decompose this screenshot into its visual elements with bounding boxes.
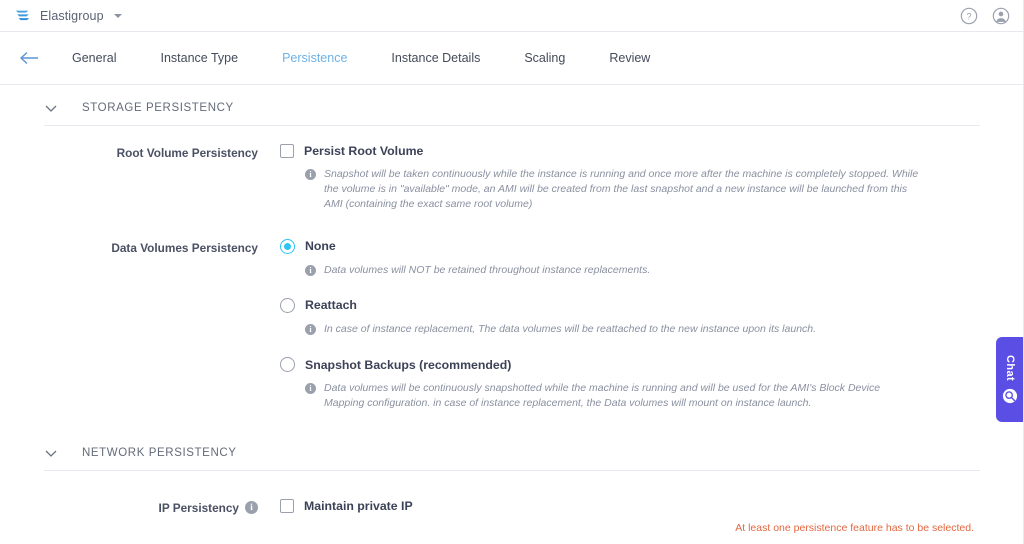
tab-instance-details[interactable]: Instance Details <box>391 51 481 65</box>
tab-instance-type[interactable]: Instance Type <box>160 51 239 65</box>
maintain-private-ip-label: Maintain private IP <box>304 498 413 513</box>
brand-menu[interactable] <box>14 8 122 24</box>
back-arrow-icon[interactable] <box>10 38 50 78</box>
chat-bubble-icon <box>1002 388 1018 404</box>
root-volume-persistency-label: Root Volume Persistency <box>116 146 258 160</box>
section-title: NETWORK PERSISTENCY <box>82 446 237 459</box>
data-volume-reattach-row[interactable] <box>280 298 974 313</box>
data-volume-reattach-radio[interactable] <box>280 298 295 313</box>
info-icon: i <box>305 324 316 335</box>
chevron-down-icon <box>44 101 58 115</box>
ip-persistency-row <box>0 471 1024 515</box>
tab-general[interactable]: General <box>72 51 117 65</box>
data-volumes-persistency-body <box>280 239 1024 412</box>
data-volumes-persistency-row <box>0 213 1024 412</box>
persistence-form <box>0 85 1024 544</box>
data-volumes-persistency-label: Data Volumes Persistency <box>111 240 258 255</box>
ip-persistency-label-wrap <box>0 499 280 515</box>
back-arrow-glyph <box>20 51 40 65</box>
network-persistency-header[interactable] <box>0 412 1024 470</box>
persist-root-volume-label: Persist Root Volume <box>304 144 424 158</box>
data-volume-none-row[interactable] <box>280 239 974 254</box>
ip-persistency-body <box>280 499 1024 515</box>
data-volume-reattach-hint <box>280 322 920 337</box>
svg-text:?: ? <box>966 11 972 22</box>
persist-root-volume-checkbox[interactable] <box>280 144 294 158</box>
persist-root-volume-hint <box>280 167 920 213</box>
data-volume-snapshot-hint <box>280 381 920 411</box>
wizard-nav <box>0 32 1024 85</box>
elastigroup-logo-icon <box>14 8 32 24</box>
validation-error-message: At least one persistence feature has to be selected. <box>735 522 974 534</box>
data-volume-none-radio[interactable] <box>280 239 295 254</box>
info-icon: i <box>305 383 316 394</box>
user-account-icon[interactable] <box>992 7 1010 25</box>
ip-persistency-label: IP Persistency <box>158 500 239 515</box>
tab-scaling[interactable]: Scaling <box>524 51 566 65</box>
info-icon[interactable]: i <box>245 501 258 514</box>
data-volume-none-hint <box>280 263 920 278</box>
data-volume-reattach-label: Reattach <box>305 298 357 313</box>
brand-name: Elastigroup <box>40 8 104 23</box>
chevron-down-icon <box>114 14 122 18</box>
wizard-steps <box>50 51 672 65</box>
top-bar-actions <box>960 7 1010 25</box>
maintain-private-ip-checkbox[interactable] <box>280 499 294 513</box>
info-icon: i <box>305 169 316 180</box>
info-icon: i <box>305 265 316 276</box>
chat-tab-label: Chat <box>1004 355 1016 382</box>
data-volume-none-label: None <box>305 239 336 254</box>
hint-text: Data volumes will NOT be retained throughout instance replacements. <box>324 263 651 276</box>
chevron-down-icon <box>44 446 58 460</box>
data-volume-snapshot-row[interactable] <box>280 357 974 372</box>
section-title: STORAGE PERSISTENCY <box>82 102 234 114</box>
data-volume-snapshot-label: Snapshot Backups (recommended) <box>305 357 512 372</box>
hint-text: Data volumes will be continuously snapshotted while the machine is running and will be used for the AMI's Block Device Mapping configuration. in case of instance replacement, the Data volumes will mount on instance launch. <box>324 382 881 410</box>
root-volume-persistency-row <box>0 126 1024 213</box>
chat-tab-button[interactable] <box>996 337 1024 422</box>
data-volume-snapshot-radio[interactable] <box>280 357 295 372</box>
data-volume-option-reattach <box>280 298 974 337</box>
tab-persistence[interactable]: Persistence <box>282 51 348 65</box>
data-volume-option-none <box>280 239 974 278</box>
help-circle-icon[interactable] <box>960 7 978 25</box>
hint-text: In case of instance replacement, The data volumes will be reattached to the new instance upon its launch. <box>324 322 817 335</box>
hint-text: Snapshot will be taken continuously while the instance is running and once more after the machine is completely stopped. While the volume is in "available" mode, an AMI will be created from the last snapshot and a new instance will be launched from this AMI (containing the exact same root volume) <box>324 168 919 211</box>
persist-root-volume-option[interactable] <box>280 144 974 158</box>
top-bar <box>0 0 1024 32</box>
storage-persistency-header[interactable] <box>0 85 1024 125</box>
maintain-private-ip-option[interactable] <box>280 499 974 513</box>
data-volume-option-snapshot <box>280 357 974 411</box>
tab-review[interactable]: Review <box>609 51 651 65</box>
root-volume-persistency-body <box>280 144 1024 213</box>
